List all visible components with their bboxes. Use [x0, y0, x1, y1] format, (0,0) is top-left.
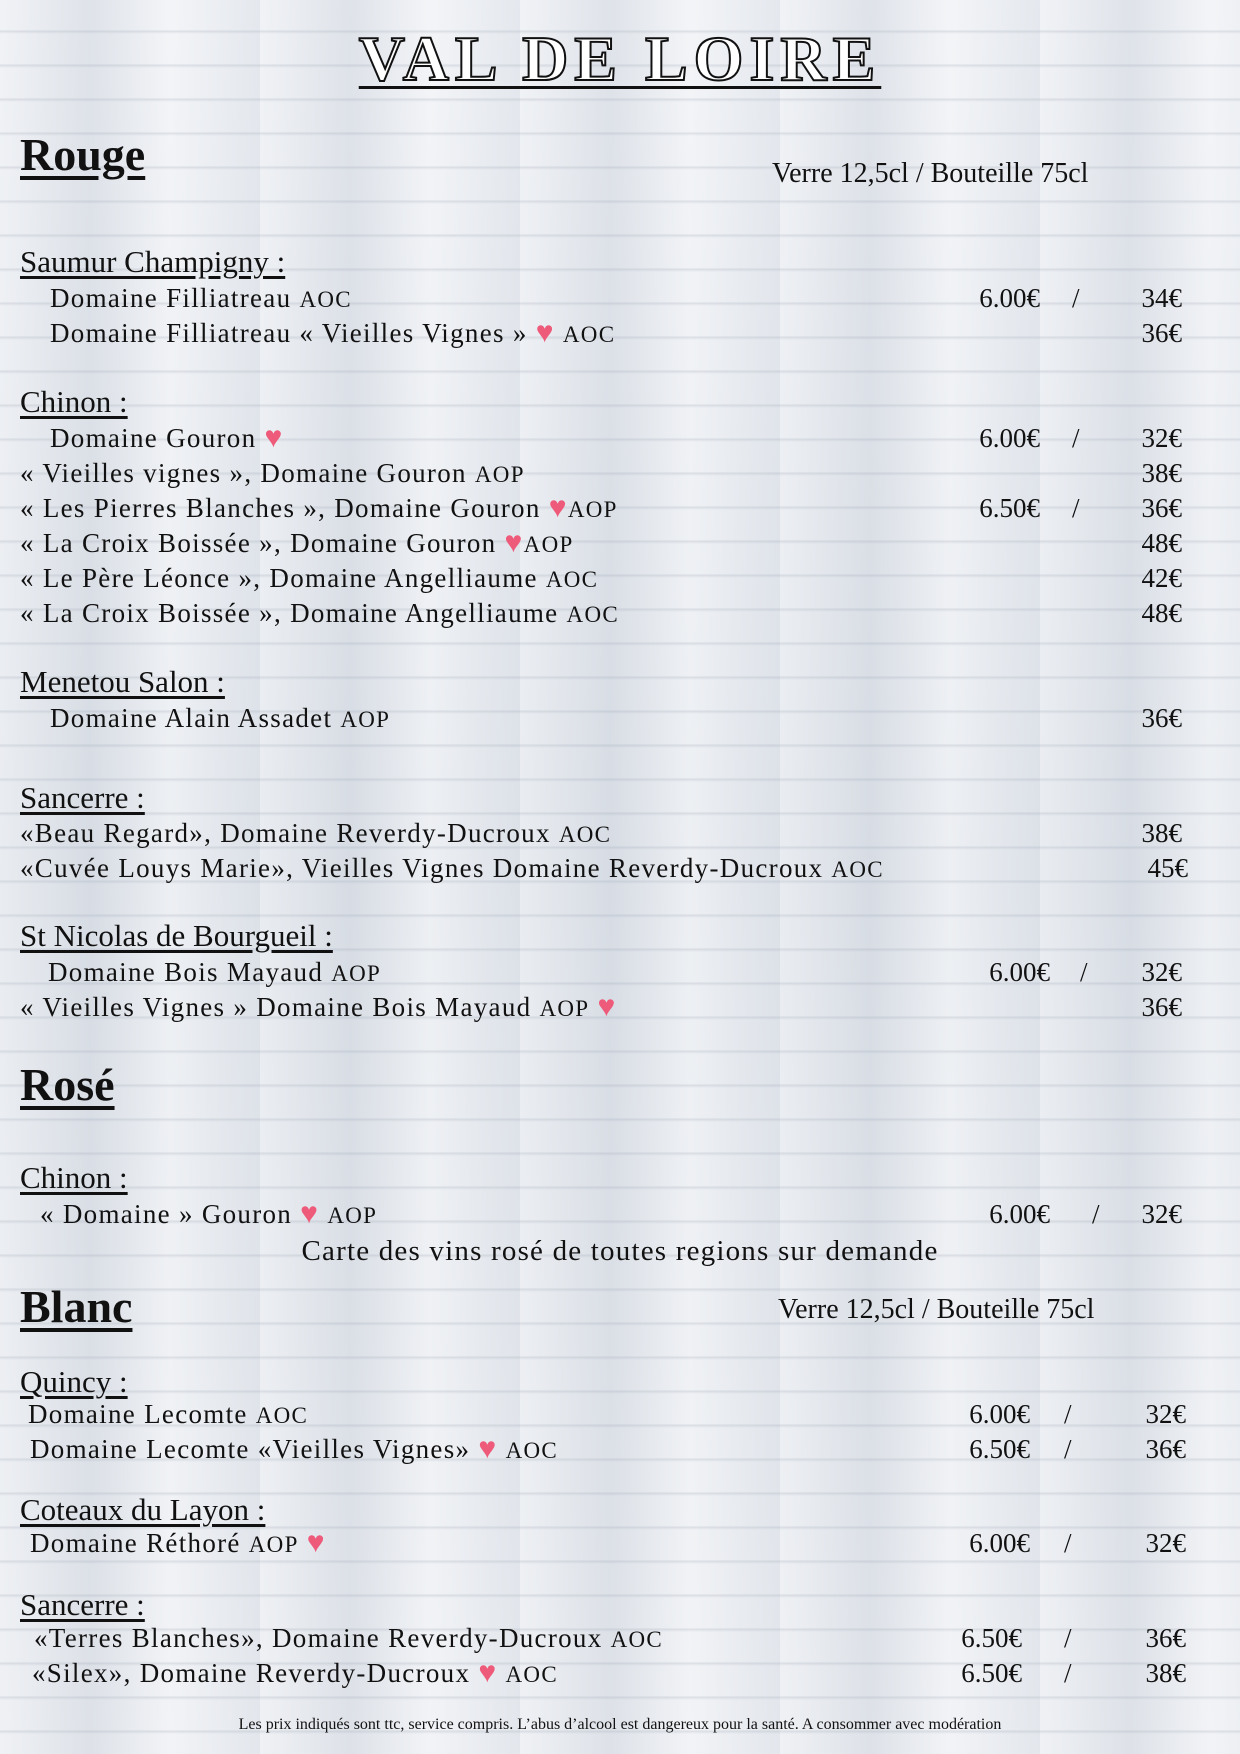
wine-item — [48, 957, 381, 988]
wine-name: « Domaine » Gouron — [40, 1199, 293, 1229]
wine-name: Domaine Filliatreau « Vieilles Vignes » — [50, 318, 528, 348]
wine-item — [32, 1658, 558, 1689]
glass-price: 6.50€ — [979, 493, 1040, 523]
wine-name: « La Croix Boissée », Domaine Gouron — [20, 528, 497, 558]
wine-name: « La Croix Boissée », Domaine Angelliaume — [20, 598, 559, 628]
price-separator: / — [1064, 1528, 1072, 1558]
wine-name: «Terres Blanches», Domaine Reverdy-Ducroux — [34, 1623, 603, 1653]
bottle-price: 32€ — [1145, 1528, 1186, 1558]
bottle-price: 36€ — [1145, 1623, 1186, 1653]
glass-price: 6.00€ — [969, 1528, 1030, 1558]
price-separator: / — [1072, 493, 1080, 523]
bottle-price: 36€ — [1141, 992, 1182, 1022]
bottle-price: 42€ — [1141, 563, 1182, 593]
wine-item — [50, 423, 284, 454]
label-tag: AOP — [539, 996, 590, 1021]
bottle-price: 32€ — [1141, 423, 1182, 453]
page-title: VAL DE LOIRE — [358, 23, 882, 94]
wine-item — [20, 992, 617, 1023]
wine-name: «Beau Regard», Domaine Reverdy-Ducroux — [20, 818, 551, 848]
bottle-price: 48€ — [1141, 598, 1182, 628]
wine-item — [34, 1623, 663, 1654]
glass-price: 6.50€ — [961, 1658, 1022, 1688]
label-tag: AOP — [340, 707, 391, 732]
bottle-price: 38€ — [1141, 818, 1182, 848]
wine-name: Domaine Alain Assadet — [50, 703, 333, 733]
wine-name: « Le Père Léonce », Domaine Angelliaume — [20, 563, 538, 593]
wine-item — [50, 703, 390, 734]
section-heading-rose: Rosé — [20, 1059, 115, 1110]
wine-item — [20, 563, 598, 594]
bottle-price: 36€ — [1141, 318, 1182, 348]
heart-icon: ♥ — [300, 1197, 320, 1230]
wine-name: «Silex», Domaine Reverdy-Ducroux — [32, 1658, 471, 1688]
price-separator: / — [1072, 283, 1080, 313]
appellation-quincy: Quincy : — [20, 1364, 128, 1399]
glass-price: 6.00€ — [989, 957, 1050, 987]
price-separator: / — [1064, 1658, 1072, 1688]
bottle-price: 36€ — [1141, 703, 1182, 733]
label-tag: AOP — [327, 1203, 378, 1228]
wine-item — [20, 493, 618, 524]
label-tag: AOC — [562, 322, 616, 347]
glass-price: 6.00€ — [989, 1199, 1050, 1229]
section-heading-blanc: Blanc — [20, 1281, 133, 1332]
heart-icon: ♥ — [548, 491, 568, 524]
heart-icon: ♥ — [535, 316, 555, 349]
wine-name: «Cuvée Louys Marie», Vieilles Vignes Domaine Reverdy-Ducroux — [20, 853, 824, 883]
appellation-chinon: Chinon : — [20, 384, 128, 419]
wine-name: « Vieilles Vignes » Domaine Bois Mayaud — [20, 992, 532, 1022]
appellation-chinon-rose: Chinon : — [20, 1160, 128, 1195]
label-tag: AOC — [255, 1403, 309, 1428]
bottle-price: 36€ — [1141, 493, 1182, 523]
wine-item — [20, 528, 574, 559]
price-separator: / — [1064, 1434, 1072, 1464]
label-tag: AOP — [248, 1532, 299, 1557]
label-tag: AOC — [831, 857, 884, 882]
wine-name: « Les Pierres Blanches », Domaine Gouron — [20, 493, 541, 523]
wine-name: Domaine Bois Mayaud — [48, 957, 324, 987]
heart-icon: ♥ — [597, 990, 617, 1023]
heart-icon: ♥ — [264, 421, 284, 454]
glass-price: 6.00€ — [979, 423, 1040, 453]
column-header-blanc: Verre 12,5cl / Bouteille 75cl — [778, 1294, 1095, 1325]
label-tag: AOP — [331, 961, 382, 986]
wine-item — [50, 283, 352, 314]
label-tag: AOP — [474, 462, 525, 487]
bottle-price: 45€ — [1147, 853, 1188, 883]
glass-price: 6.50€ — [961, 1623, 1022, 1653]
appellation-st-nicolas-de-bourgueil: St Nicolas de Bourgueil : — [20, 918, 333, 953]
wine-item — [20, 458, 525, 489]
wine-item — [30, 1434, 558, 1465]
price-separator: / — [1080, 957, 1088, 987]
bottle-price: 34€ — [1141, 283, 1182, 313]
glass-price: 6.50€ — [969, 1434, 1030, 1464]
appellation-sancerre-blanc: Sancerre : — [20, 1587, 145, 1622]
bottle-price: 32€ — [1141, 957, 1182, 987]
label-tag: AOC — [566, 602, 619, 627]
column-header-rouge: Verre 12,5cl / Bouteille 75cl — [772, 158, 1089, 189]
appellation-coteaux-du-layon: Coteaux du Layon : — [20, 1492, 266, 1527]
legal-footer: Les prix indiqués sont ttc, service compris. L’abus d’alcool est dangereux pour la santé. A consommer avec modération — [238, 1716, 1002, 1733]
heart-icon: ♥ — [478, 1656, 498, 1689]
label-tag: AOC — [545, 567, 599, 592]
wine-item — [20, 598, 619, 629]
price-separator: / — [1064, 1399, 1072, 1429]
wine-item — [20, 853, 884, 884]
heart-icon: ♥ — [306, 1526, 326, 1559]
label-tag: AOC — [299, 287, 352, 312]
section-heading-rouge: Rouge — [20, 129, 146, 180]
bottle-price: 36€ — [1145, 1434, 1186, 1464]
wine-item — [28, 1399, 308, 1430]
label-tag: AOC — [558, 822, 612, 847]
wine-name: Domaine Lecomte «Vieilles Vignes» — [30, 1434, 471, 1464]
label-tag: AOC — [505, 1662, 558, 1687]
wine-name: Domaine Filliatreau — [50, 283, 292, 313]
label-tag: AOP — [567, 497, 618, 522]
wine-name: « Vieilles vignes », Domaine Gouron — [20, 458, 467, 488]
heart-icon: ♥ — [504, 526, 524, 559]
wine-item — [30, 1528, 326, 1559]
glass-price: 6.00€ — [979, 283, 1040, 313]
appellation-sancerre: Sancerre : — [20, 780, 145, 815]
wine-name: Domaine Réthoré — [30, 1528, 241, 1558]
wine-name: Domaine Gouron — [50, 423, 257, 453]
wine-item — [40, 1199, 377, 1230]
bottle-price: 32€ — [1141, 1199, 1182, 1229]
price-separator: / — [1072, 423, 1080, 453]
glass-price: 6.00€ — [969, 1399, 1030, 1429]
rose-note: Carte des vins rosé de toutes regions sur demande — [301, 1235, 939, 1267]
wine-item — [50, 318, 615, 349]
bottle-price: 38€ — [1145, 1658, 1186, 1688]
bottle-price: 32€ — [1145, 1399, 1186, 1429]
price-separator: / — [1092, 1199, 1100, 1229]
price-separator: / — [1064, 1623, 1072, 1653]
label-tag: AOC — [505, 1438, 559, 1463]
appellation-saumur-champigny: Saumur Champigny : — [20, 244, 286, 279]
appellation-menetou-salon: Menetou Salon : — [20, 664, 225, 699]
wine-name: Domaine Lecomte — [28, 1399, 248, 1429]
wine-item — [20, 818, 611, 849]
label-tag: AOP — [523, 532, 574, 557]
label-tag: AOC — [610, 1627, 664, 1652]
heart-icon: ♥ — [478, 1432, 498, 1465]
bottle-price: 48€ — [1141, 528, 1182, 558]
bottle-price: 38€ — [1141, 458, 1182, 488]
